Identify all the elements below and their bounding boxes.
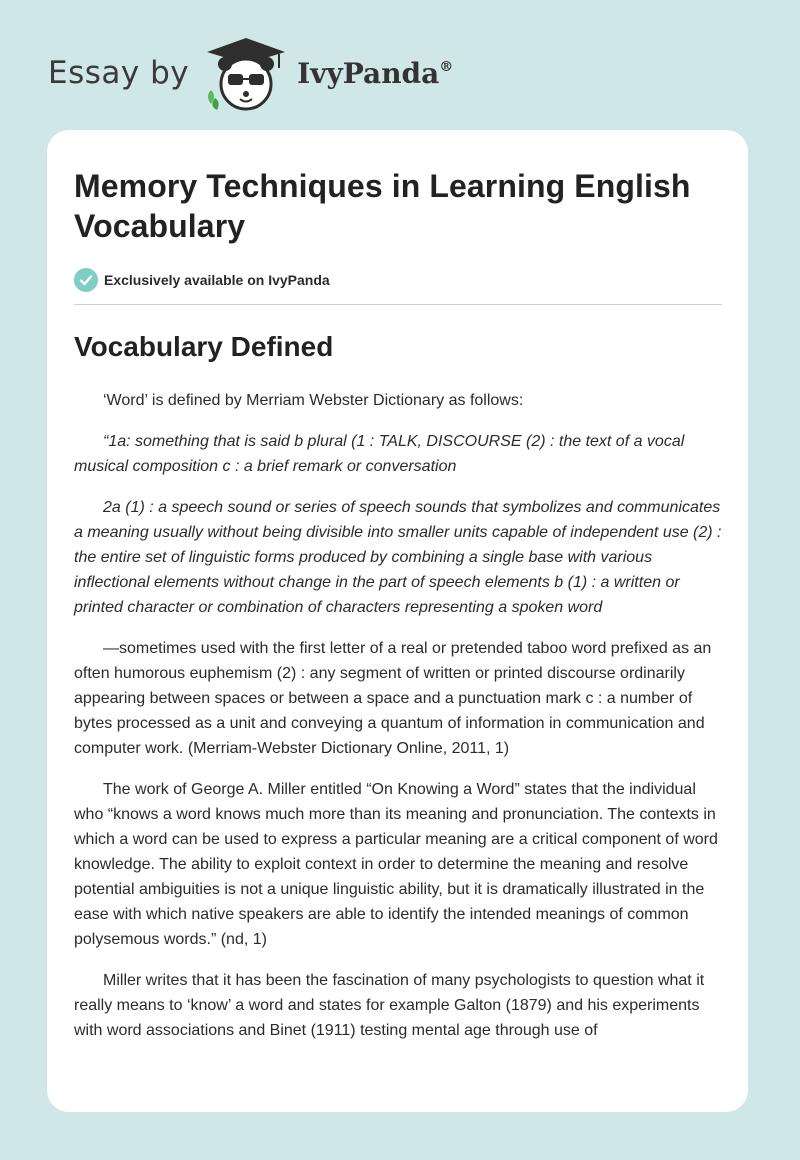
article-title: Memory Techniques in Learning English Vocabulary (74, 168, 691, 244)
paragraph: The work of George A. Miller entitled “On Knowing a Word” states that the individual who “knows a word knows much more than its meaning and pronunciation. The contexts in which a word can be used to express a particular meaning are a critical component of word knowledge. The ability to exploit context in order to determine the meaning and resolve potential ambiguities is not a unique linguistic ability, but it is dramatically illustrated in the ease with which native speakers are able to identify the intended meanings of common polysemous words.” (nd, 1) (74, 781, 718, 948)
paragraph: ‘Word’ is defined by Merriam Webster Dictionary as follows: (103, 392, 524, 409)
paragraph: 2a (1) : a speech sound or series of speech sounds that symbolizes and communicates a meaning usually without being divisible into smaller units capable of independent use (2) : the entire set of linguistic forms produced by combining a single base with various inflectional elements without change in the part of speech elements b (1) : a written or printed character or combination of characters representing a spoken word (74, 499, 722, 616)
brand-logo[interactable] (48, 34, 453, 112)
article-card (47, 130, 748, 1112)
divider (74, 304, 722, 305)
section-heading: Vocabulary Defined (74, 331, 334, 362)
paragraph: Miller writes that it has been the fascination of many psychologists to question what it really means to ‘know’ a word and states for example Galton (1879) and his experiments with word associations and Binet (1911) testing mental age through use of (74, 972, 705, 1039)
paragraph: “1a: something that is said b plural (1 : TALK, DISCOURSE (2) : the text of a vocal musical composition c : a brief remark or conversation (74, 433, 685, 475)
brand-name: IvyPanda® (297, 56, 454, 90)
exclusive-badge (74, 268, 722, 292)
check-icon (74, 268, 98, 292)
paragraph: —sometimes used with the first letter of a real or pretended taboo word prefixed as an often humorous euphemism (2) : any segment of written or printed discourse ordinarily appearing between spaces or between a space and a punctuation mark c : a number of bytes processed as a unit and conveying a quantum of information in communication and computer work. (Merriam-Webster Dictionary Online, 2011, 1) (74, 640, 712, 757)
badge-label: Exclusively available on IvyPanda (104, 272, 330, 288)
brand-prefix: Essay by (48, 55, 190, 91)
site-header (0, 0, 800, 130)
article-body (74, 388, 722, 1043)
graduation-panda-icon (203, 34, 289, 112)
